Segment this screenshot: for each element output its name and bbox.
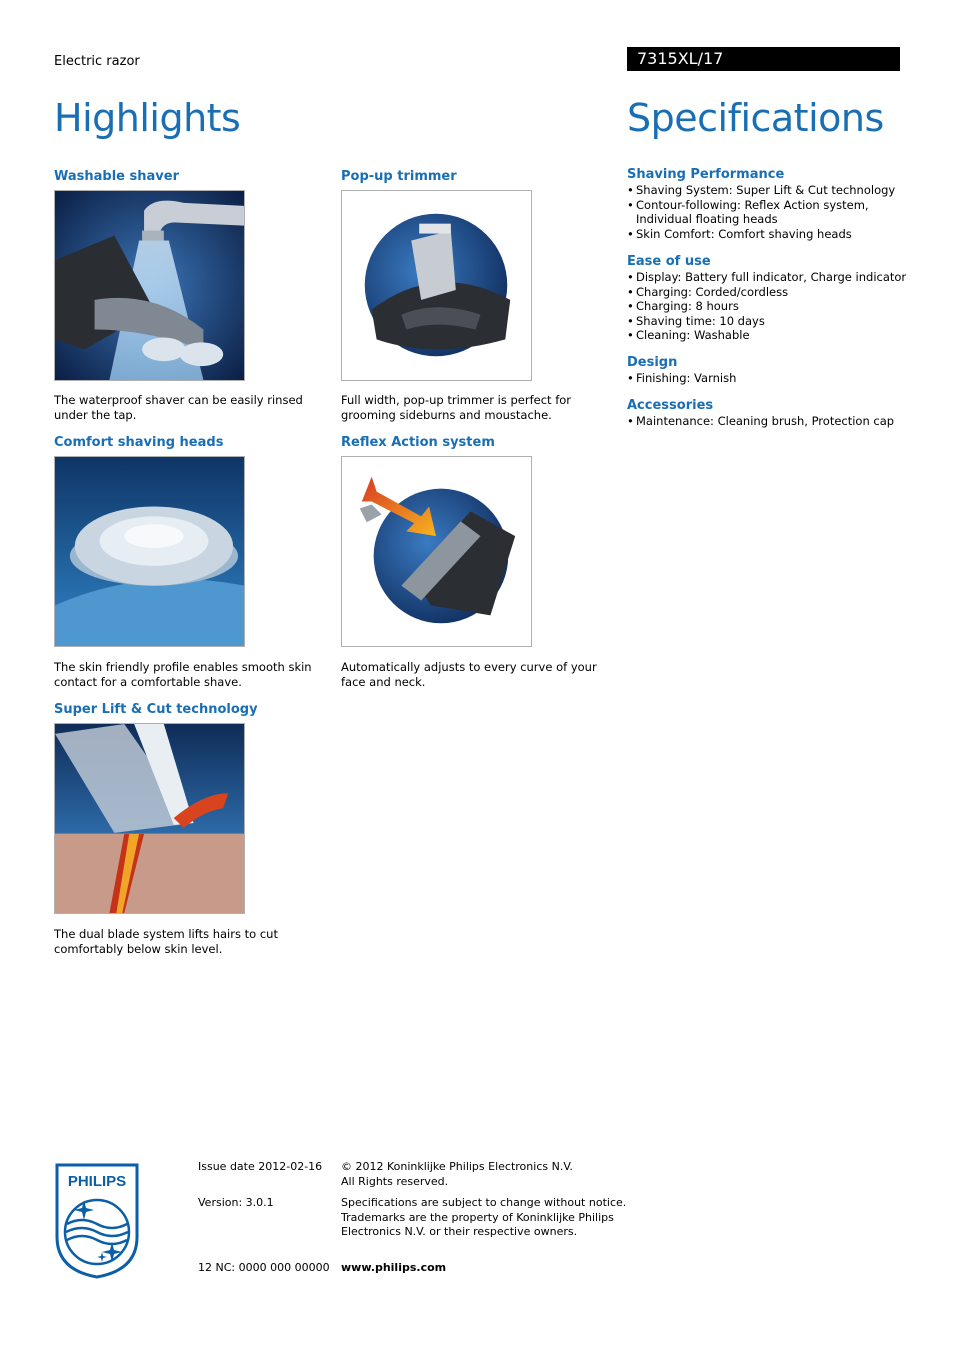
spec-group-accessories [627,398,917,429]
copyright-line: All Rights reserved. [341,1174,449,1188]
specifications-title: Specifications [627,96,884,140]
highlight-description: The waterproof shaver can be easily rinsed under the tap. [54,393,303,422]
spec-item: • Shaving System: Super Lift & Cut technology [627,183,917,198]
highlight-description: Full width, pop-up trimmer is perfect for grooming sideburns and moustache. [341,393,572,422]
spec-group-heading: Accessories [627,398,714,413]
spec-item: • Contour-following: Reflex Action system, Individual floating heads [627,198,917,227]
spec-item: • Cleaning: Washable [627,328,917,343]
notice-line: Electronics N.V. or their respective owners. [341,1225,578,1238]
highlight-description: Automatically adjusts to every curve of your face and neck. [341,660,597,689]
lift-cut-image [54,723,245,914]
shaving-heads-image [54,456,245,647]
spec-group-design [627,355,917,386]
spec-item: • Maintenance: Cleaning brush, Protection cap [627,414,917,429]
notice-line: Trademarks are the property of Koninklijke Philips [341,1210,614,1224]
spec-group-shaving-performance [627,167,917,241]
highlight-heading: Comfort shaving heads [54,435,224,450]
spec-group-ease-of-use [627,254,917,343]
highlight-heading: Super Lift & Cut technology [54,702,258,717]
spec-group-heading: Design [627,355,678,370]
spec-group-heading: Shaving Performance [627,167,785,182]
reflex-action-image [341,456,532,647]
spec-group-heading: Ease of use [627,254,711,269]
version: Version: 3.0.1 [198,1196,274,1209]
spec-item: • Display: Battery full indicator, Charge indicator [627,270,917,285]
highlights-title: Highlights [54,96,241,140]
highlight-description: The dual blade system lifts hairs to cut comfortably below skin level. [54,927,278,956]
copyright-block [341,1160,573,1189]
highlight-description: The skin friendly profile enables smooth skin contact for a comfortable shave. [54,660,312,689]
highlight-heading: Reflex Action system [341,435,495,450]
issue-date: Issue date 2012-02-16 [198,1160,323,1173]
product-category: Electric razor [54,54,140,69]
website-link[interactable]: www.philips.com [341,1261,447,1274]
model-number-bar: 7315XL/17 [627,47,900,71]
notice-line: Specifications are subject to change without notice. [341,1196,627,1209]
trimmer-image [341,190,532,381]
spec-item: • Charging: Corded/cordless [627,285,917,300]
spec-item: • Finishing: Varnish [627,371,917,386]
faucet-rinse-image [54,190,245,381]
nc-code: 12 NC: 0000 000 00000 [198,1261,330,1274]
highlight-heading: Pop-up trimmer [341,169,457,184]
logo-wordmark: PHILIPS [67,1173,127,1190]
spec-item: • Charging: 8 hours [627,299,917,314]
spec-item: • Skin Comfort: Comfort shaving heads [627,227,917,242]
philips-shield-logo [54,1162,140,1280]
spec-item: • Shaving time: 10 days [627,314,917,329]
notice-block [341,1196,626,1240]
copyright-line: © 2012 Koninklijke Philips Electronics N.V. [341,1160,573,1173]
highlight-heading: Washable shaver [54,169,179,184]
